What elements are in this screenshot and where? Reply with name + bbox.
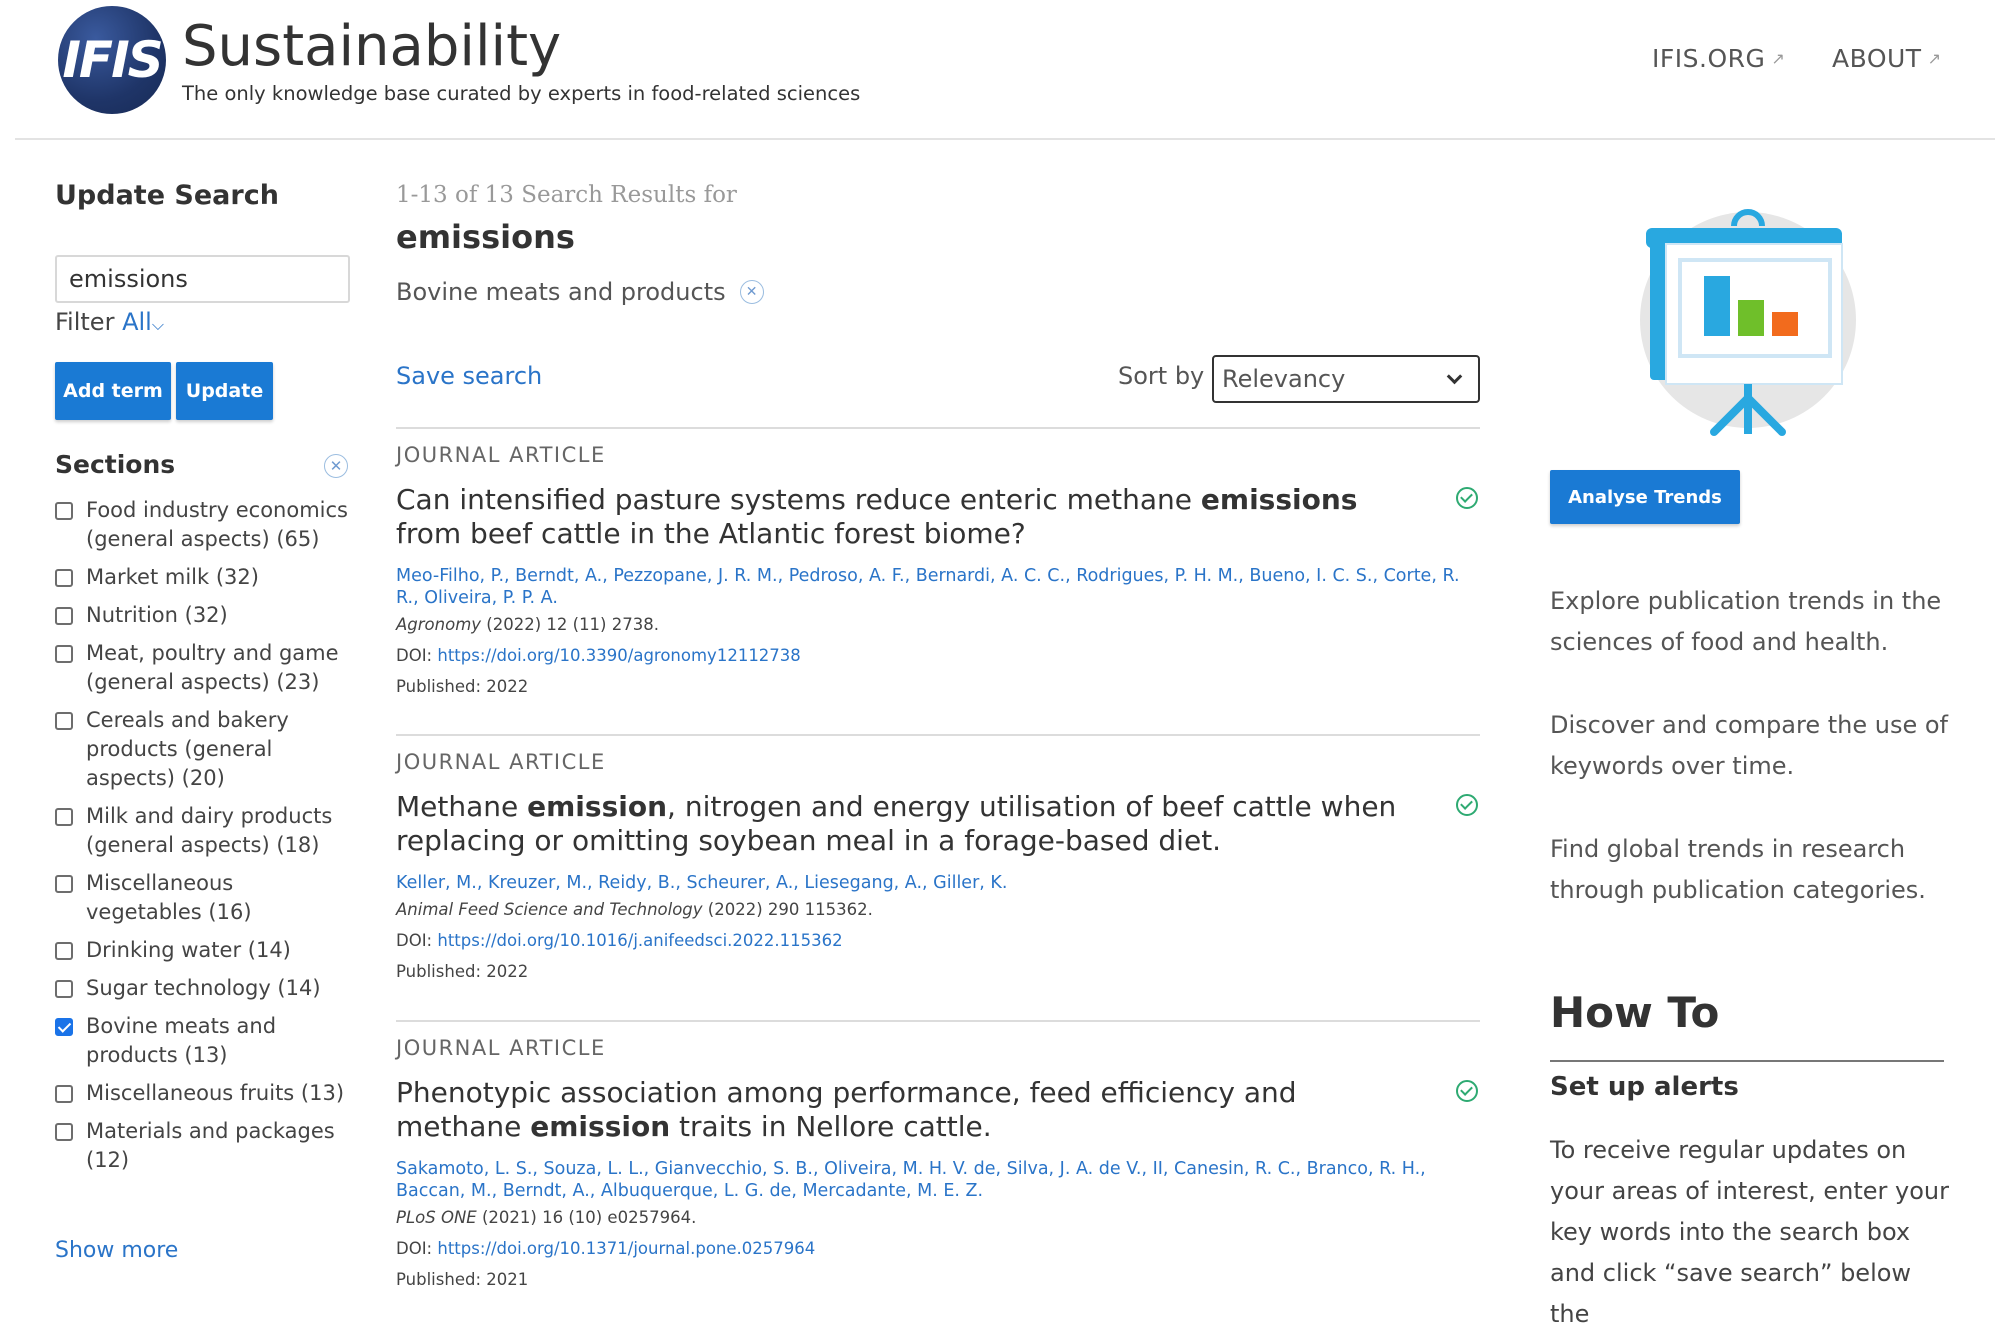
site-header xyxy=(0,0,2000,140)
update-button[interactable]: Update xyxy=(176,362,273,420)
section-label: Meat, poultry and game (general aspects) (23) xyxy=(86,641,339,694)
journal-name: Agronomy xyxy=(396,615,482,634)
results-divider xyxy=(396,427,1480,429)
journal-details: (2021) 16 (10) e0257964. xyxy=(476,1208,697,1227)
result-item xyxy=(396,750,1480,981)
section-list xyxy=(55,496,355,1184)
nav-link-label: ABOUT xyxy=(1832,44,1922,73)
update-search-title: Update Search xyxy=(55,180,279,211)
results-divider xyxy=(396,1020,1480,1022)
doi-label: DOI: xyxy=(396,1239,438,1258)
article-authors[interactable]: Sakamoto, L. S., Souza, L. L., Gianvecchio, S. B., Oliveira, M. H. V. de, Silva, J. A. de V., II, Canesin, R. C., Branco, R. H., Baccan, M., Berndt, A., Albuquerque, L. G. de, Mercadante, M. E. Z. xyxy=(396,1159,1426,1201)
section-label: Materials and packages (12) xyxy=(86,1119,335,1172)
section-item[interactable] xyxy=(55,1012,355,1070)
header-divider xyxy=(15,138,1995,140)
check-circle-icon xyxy=(1456,487,1478,509)
section-checkbox[interactable] xyxy=(55,980,73,998)
check-circle-icon xyxy=(1456,1080,1478,1102)
section-label: Cereals and bakery products (general aspects) (20) xyxy=(86,708,289,790)
sections-title: Sections xyxy=(55,450,176,479)
section-label: Bovine meats and products (13) xyxy=(86,1014,277,1067)
section-item[interactable] xyxy=(55,869,355,927)
filter-dropdown[interactable] xyxy=(122,308,164,336)
section-label: Food industry economics (general aspects) (65) xyxy=(86,498,348,551)
sort-select[interactable] xyxy=(1212,355,1480,403)
doi-link[interactable]: https://doi.org/10.3390/agronomy12112738 xyxy=(437,646,801,665)
explore-text: Discover and compare the use of keywords over time. xyxy=(1550,711,1948,780)
title-highlight: emissions xyxy=(1200,483,1358,516)
howto-subtitle: Set up alerts xyxy=(1550,1072,1739,1102)
article-title[interactable] xyxy=(396,483,1480,551)
save-search-link[interactable]: Save search xyxy=(396,362,543,390)
article-published: Published: 2022 xyxy=(396,962,529,981)
search-input[interactable] xyxy=(55,255,350,303)
section-item[interactable] xyxy=(55,802,355,860)
journal-name: Animal Feed Science and Technology xyxy=(396,900,703,919)
section-item[interactable] xyxy=(55,1079,355,1108)
article-type: JOURNAL ARTICLE xyxy=(396,750,606,774)
section-checkbox[interactable] xyxy=(55,569,73,587)
title-text: Phenotypic association among performance, feed efficiency and methane xyxy=(396,1076,1297,1143)
site-tagline: The only knowledge base curated by experts in food-related sciences xyxy=(182,82,861,105)
nav-link-label: IFIS.ORG xyxy=(1652,44,1766,73)
doi-label: DOI: xyxy=(396,646,438,665)
section-item[interactable] xyxy=(55,974,355,1003)
analytics-presentation-illustration xyxy=(1636,208,1860,440)
section-label: Milk and dairy products (general aspects) (18) xyxy=(86,804,333,857)
chevron-down-icon: ⌵ xyxy=(151,315,164,334)
article-authors[interactable]: Keller, M., Kreuzer, M., Reidy, B., Scheurer, A., Liesegang, A., Giller, K. xyxy=(396,873,1008,893)
results-term: emissions xyxy=(396,218,575,256)
article-title[interactable] xyxy=(396,1076,1480,1144)
section-checkbox[interactable] xyxy=(55,502,73,520)
section-item[interactable] xyxy=(55,563,355,592)
doi-label: DOI: xyxy=(396,931,438,950)
section-label: Drinking water (14) xyxy=(86,938,291,962)
filter-value: All xyxy=(122,308,152,336)
clear-sections-icon[interactable]: ✕ xyxy=(324,454,348,478)
site-title[interactable]: Sustainability xyxy=(182,14,562,79)
external-link-icon: ↗ xyxy=(1927,49,1942,68)
journal-name: PLoS ONE xyxy=(396,1208,477,1227)
article-journal xyxy=(396,900,1480,919)
section-checkbox[interactable] xyxy=(55,1018,73,1036)
howto-divider xyxy=(1550,1060,1944,1062)
external-link-icon: ↗ xyxy=(1771,49,1786,68)
results-divider xyxy=(396,734,1480,736)
result-item xyxy=(396,443,1480,696)
article-type: JOURNAL ARTICLE xyxy=(396,1036,606,1060)
title-highlight: emission xyxy=(527,790,668,823)
section-item[interactable] xyxy=(55,496,355,554)
section-label: Market milk (32) xyxy=(86,565,259,589)
section-checkbox[interactable] xyxy=(55,712,73,730)
title-text: from beef cattle in the Atlantic forest biome? xyxy=(396,517,1026,550)
section-item[interactable] xyxy=(55,1117,355,1175)
filter-label: Filter xyxy=(55,308,115,336)
title-text: , nitrogen and energy utilisation of beef cattle when replacing or omitting soybean meal in a forage-based diet. xyxy=(396,790,1397,857)
title-text: traits in Nellore cattle. xyxy=(670,1110,992,1143)
section-checkbox[interactable] xyxy=(55,875,73,893)
logo-text: IFIS xyxy=(62,31,162,89)
article-published: Published: 2022 xyxy=(396,677,529,696)
section-label: Sugar technology (14) xyxy=(86,976,321,1000)
filter-row xyxy=(55,308,164,336)
nav-link-ifis[interactable] xyxy=(1652,44,1785,73)
journal-details: (2022) 290 115362. xyxy=(702,900,873,919)
active-filter-label: Bovine meats and products xyxy=(396,278,726,306)
check-circle-icon xyxy=(1456,794,1478,816)
title-text: Methane xyxy=(396,790,528,823)
howto-title: How To xyxy=(1550,988,1720,1037)
section-checkbox[interactable] xyxy=(55,645,73,663)
section-item[interactable] xyxy=(55,706,355,793)
section-checkbox[interactable] xyxy=(55,808,73,826)
show-more-link[interactable]: Show more xyxy=(55,1238,179,1263)
analyse-trends-button[interactable]: Analyse Trends xyxy=(1550,470,1740,524)
results-count: 1-13 of 13 Search Results for xyxy=(396,182,737,208)
section-label: Nutrition (32) xyxy=(86,603,228,627)
article-published: Published: 2021 xyxy=(396,1270,529,1289)
title-text: Can intensified pasture systems reduce enteric methane xyxy=(396,483,1201,516)
article-journal xyxy=(396,615,1480,634)
section-item[interactable] xyxy=(55,601,355,630)
sort-label: Sort by xyxy=(1118,362,1205,390)
section-item[interactable] xyxy=(55,639,355,697)
article-doi xyxy=(396,646,1480,665)
article-type: JOURNAL ARTICLE xyxy=(396,443,606,467)
howto-text: To receive regular updates on your areas of interest, enter your key words into the search box and click “save search” below the xyxy=(1550,1136,1949,1328)
article-journal xyxy=(396,1208,1480,1227)
title-highlight: emission xyxy=(530,1110,671,1143)
section-checkbox[interactable] xyxy=(55,1085,73,1103)
remove-filter-icon[interactable]: ✕ xyxy=(740,280,764,304)
article-authors[interactable]: Meo-Filho, P., Berndt, A., Pezzopane, J. R. M., Pedroso, A. F., Bernardi, A. C. C., Rodrigues, P. H. M., Bueno, I. C. S., Corte, R. R., Oliveira, P. P. A. xyxy=(396,566,1460,608)
active-filter-chip xyxy=(396,278,764,306)
section-label: Miscellaneous fruits (13) xyxy=(86,1081,345,1105)
explore-text: Explore publication trends in the sciences of food and health. xyxy=(1550,587,1942,656)
result-item xyxy=(396,1036,1480,1289)
section-item[interactable] xyxy=(55,936,355,965)
sort-value: Relevancy xyxy=(1222,365,1346,393)
section-checkbox[interactable] xyxy=(55,1123,73,1141)
doi-link[interactable]: https://doi.org/10.1371/journal.pone.0257964 xyxy=(437,1239,816,1258)
article-title[interactable] xyxy=(396,790,1480,858)
explore-text: Find global trends in research through publication categories. xyxy=(1550,835,1926,904)
section-label: Miscellaneous vegetables (16) xyxy=(86,871,252,924)
doi-link[interactable]: https://doi.org/10.1016/j.anifeedsci.2022.115362 xyxy=(437,931,843,950)
article-doi xyxy=(396,931,1480,950)
chevron-down-icon xyxy=(1447,368,1463,384)
journal-details: (2022) 12 (11) 2738. xyxy=(481,615,659,634)
nav-link-about[interactable] xyxy=(1832,44,1941,73)
article-doi xyxy=(396,1239,1480,1258)
section-checkbox[interactable] xyxy=(55,942,73,960)
add-term-button[interactable]: Add term xyxy=(55,362,171,420)
section-checkbox[interactable] xyxy=(55,607,73,625)
ifis-logo[interactable] xyxy=(58,6,166,114)
